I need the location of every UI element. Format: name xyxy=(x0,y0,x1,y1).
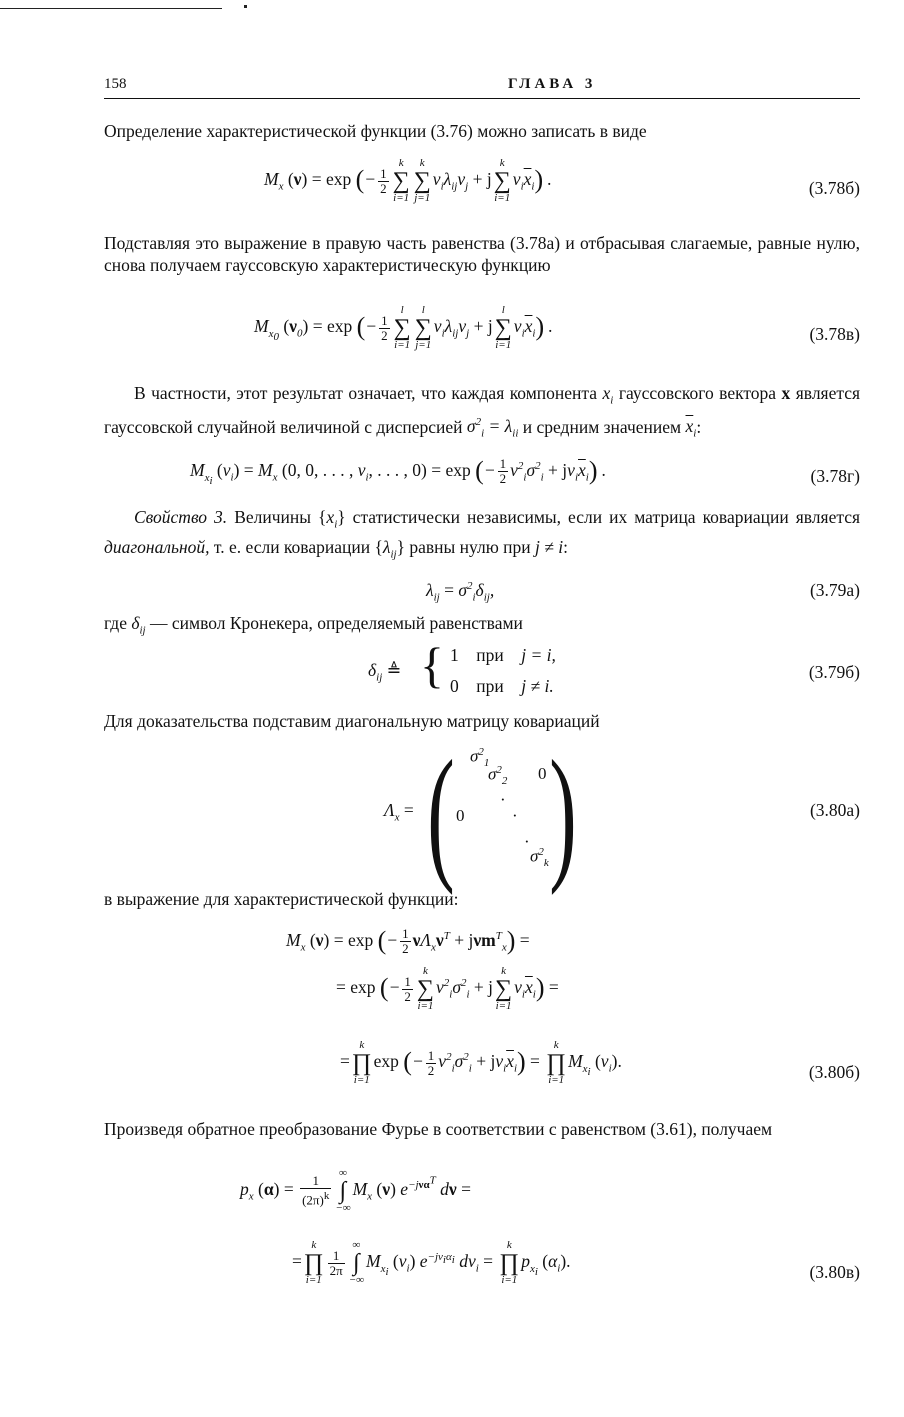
running-header xyxy=(104,74,860,99)
equation-3-80b-line-2: = exp (− $\frac{1}{2}$ k ∑ i=1 $\nu^2_i\sigma^2_i + j$ k ∑ i=1 $\nu_i\overline{x}_i$) = xyxy=(336,965,559,1012)
paragraph-3: В частности, этот результат означает, что каждая компонента $x_i$ гауссовского вектора x является гауссовской случайной величиной с дисперсией $\sigma^2_i = \lambda_{ii}$ и средним значением $\overline{x}_i$: xyxy=(104,383,861,440)
scan-mark xyxy=(244,5,247,8)
equation-number: (3.78в) xyxy=(809,324,860,344)
equation-3-80v-line-2: = k ∏ i=1 $\frac{1}{2\pi}$ ∞ ∫ −∞ $M_{x_i}$ $(\nu_i)$ $e^{-j\nu_i\alpha_i}$ $d\nu_i$ = k ∏ i=1 $p_{x_i}$ $(\alpha_i)$. xyxy=(292,1239,571,1286)
equation-3-78v: $M_{x_0}$ $(\nu_0) = \exp$ (− $\frac{1}{2}$ l ∑ i=1 l ∑ j=1 $\nu_i\lambda_{ij}\nu_j + j$ l ∑ i=1 $\nu_i\overline{x}_i$) . xyxy=(254,304,553,351)
matrix-cell: $\sigma^2_k$ xyxy=(530,846,549,870)
equation-3-78b: $M_x$ (ν) = exp (− $\frac{1}{2}$ k ∑ i=1 k ∑ j=1 $\nu_i\lambda_{ij}\nu_j + j$ k ∑ i=1 $\nu_i\overline{x}_i$) . xyxy=(264,157,552,204)
equation-number: (3.78б) xyxy=(808,178,860,198)
equation-3-78g: $M_{x_i}$ $(\nu_i) = M_x$ (0, 0, . . . , $\nu_i$, . . . , 0) = exp (− $\frac{1}{2}$ $\nu^2_i\sigma^2_i + j\nu_i\overline{x}_i$) . xyxy=(190,456,607,487)
paragraph-7: в выражение для характеристической функции: xyxy=(104,889,459,909)
matrix-dot: · xyxy=(524,832,530,851)
brace: { xyxy=(420,637,444,693)
equation-3-80b-line-1: $M_x$ (ν) = exp (− $\frac{1}{2}$ $\nu\Lambda_x\nu^T + j\nu m^T_x$) = xyxy=(286,926,530,957)
matrix-cell: 0 xyxy=(456,806,465,825)
matrix-dot: · xyxy=(512,806,518,825)
matrix-cell: $\sigma^2_2$ xyxy=(488,764,508,788)
paragraph-4: Свойство 3. Величины $\{x_i\}$ статистически независимы, если их матрица ковариации является диагональной, т. е. если ковариации $\{\lambda_{ij}\}$ равны нулю при j ≠ i: xyxy=(104,507,861,560)
equation-number: (3.79б) xyxy=(808,662,860,682)
kronecker-case-2: 0 при j ≠ i. xyxy=(450,676,554,696)
equation-number: (3.80а) xyxy=(809,800,860,820)
chapter-title: ГЛАВА 3 xyxy=(508,76,597,92)
paragraph-1: Определение характеристической функции (3.76) можно записать в виде xyxy=(104,121,647,141)
paragraph-8: Произведя обратное преобразование Фурье в соответствии с равенством (3.61), получаем xyxy=(104,1119,773,1139)
equation-3-79a: $\lambda_{ij} = \sigma^2_i\delta_{ij}$, xyxy=(426,580,495,604)
matrix-cell: $\sigma^2_1$ xyxy=(470,746,490,770)
equation-3-79b: $\delta_{ij}$ ≜ xyxy=(368,660,402,684)
equation-3-80b-line-3: = k ∏ i=1 exp (− $\frac{1}{2}$ $\nu^2_i\sigma^2_i + j\nu_i\overline{x}_i$) = k ∏ i=1 $M_{x_i}$ $(\nu_i)$. xyxy=(340,1039,622,1086)
matrix-right-paren: ) xyxy=(549,730,577,896)
equation-number: (3.78г) xyxy=(810,466,860,486)
kronecker-case-1: 1 при j = i, xyxy=(450,645,556,665)
page-number: 158 xyxy=(104,76,127,92)
matrix-cell: 0 xyxy=(538,764,547,783)
scan-top-rule xyxy=(0,8,222,9)
equation-number: (3.80в) xyxy=(809,1262,860,1282)
equation-number: (3.79а) xyxy=(809,580,860,600)
matrix-left-paren: ( xyxy=(427,730,455,896)
paragraph-5: где $\delta_{ij}$ — символ Кронекера, определяемый равенствами xyxy=(104,613,523,637)
matrix-dot: · xyxy=(500,790,506,809)
equation-3-80v-line-1: $p_x$ (α) = $\frac{1}{(2\pi)^k}$ ∞ ∫ −∞ $M_x$ (ν) $e^{-j\nu\alpha^T}$ dν = xyxy=(240,1167,471,1214)
equation-number: (3.80б) xyxy=(808,1062,860,1082)
matrix-label: $\Lambda_x$ = xyxy=(384,800,414,824)
paragraph-2: Подставляя это выражение в правую часть равенства (3.78а) и отбрасывая слагаемые, равные нулю, снова получаем гауссовскую характеристическую функцию xyxy=(104,233,860,275)
paragraph-6: Для доказательства подставим диагональную матрицу ковариаций xyxy=(104,711,600,731)
